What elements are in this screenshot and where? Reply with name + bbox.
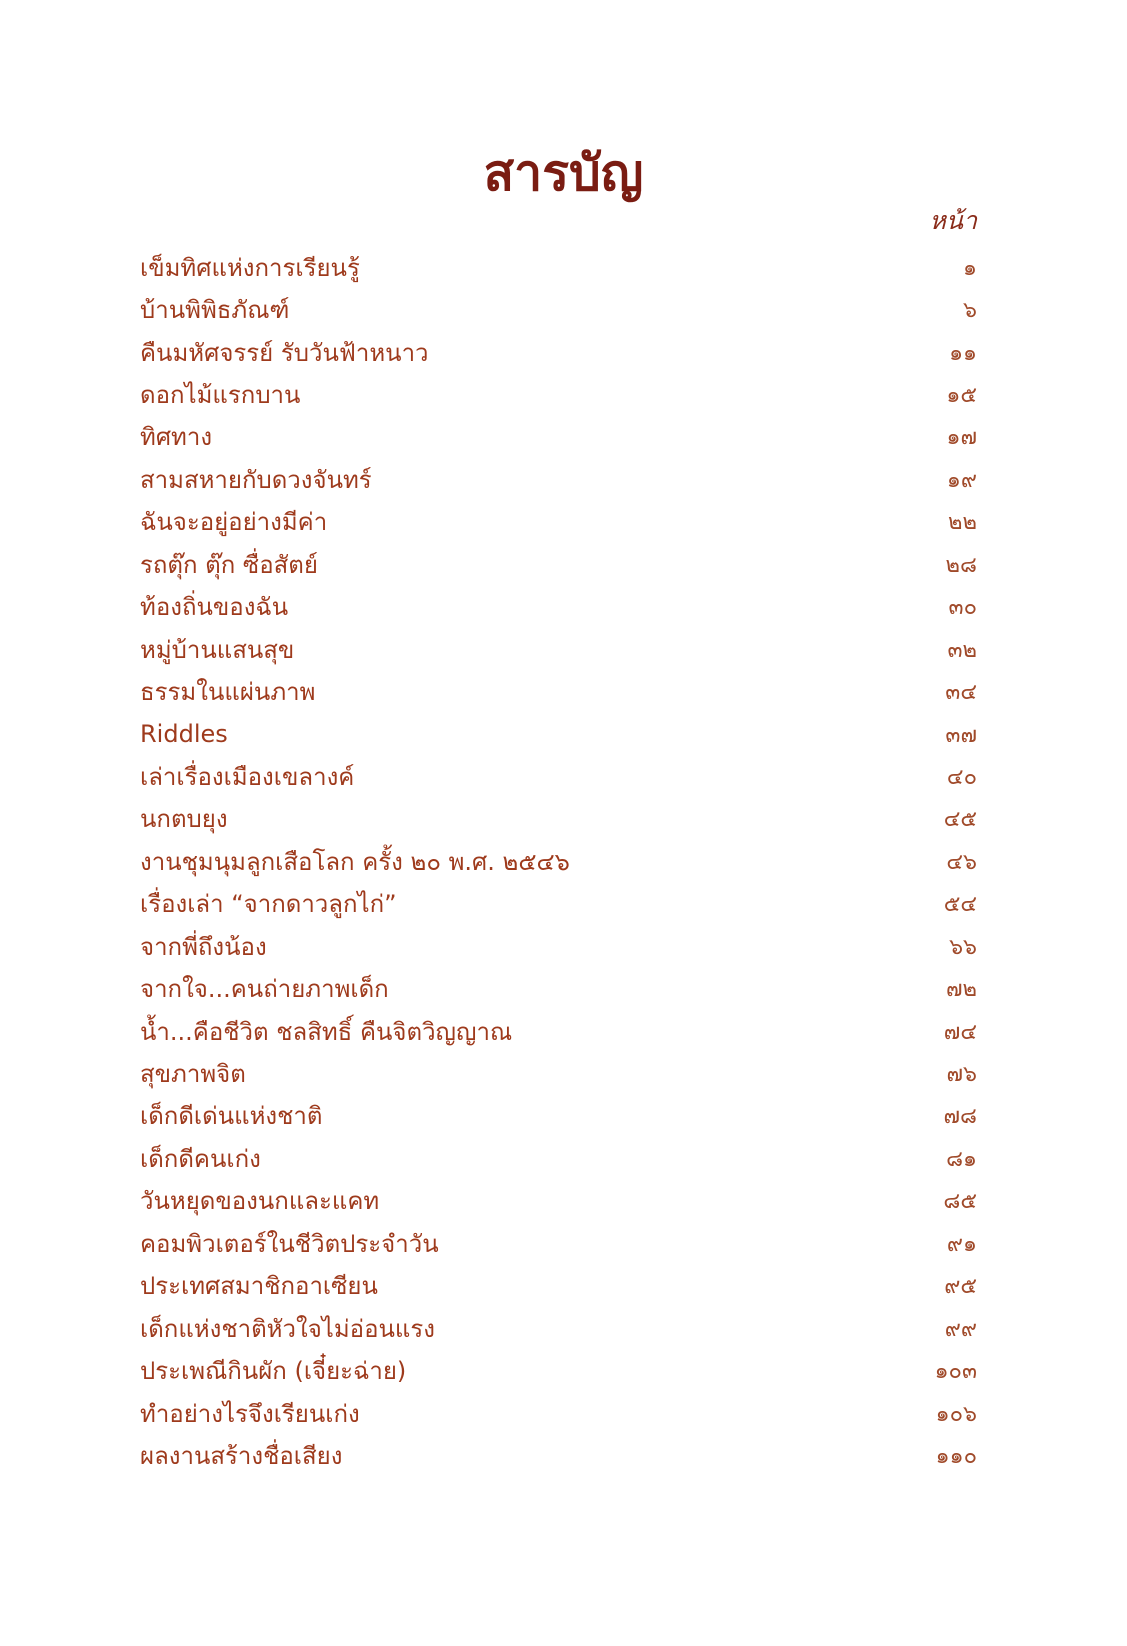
- toc-entry: [140, 1222, 977, 1264]
- toc-entry-page-number: ๑๐๖: [935, 1401, 977, 1427]
- toc-entry: [140, 1137, 977, 1179]
- toc-entry-page-number: ๓๔: [945, 680, 977, 706]
- toc-entry-page-number: ๘๕: [943, 1189, 977, 1215]
- table-of-contents: [140, 246, 977, 1477]
- toc-entry-page-number: ๙๕: [944, 1274, 977, 1300]
- toc-entry: [140, 967, 977, 1009]
- toc-entry-page-number: ๑๗: [946, 425, 977, 451]
- toc-entry: [140, 586, 977, 628]
- toc-entry-title: เรื่องเล่า “จากดาวลูกไก่”: [140, 890, 397, 919]
- toc-entry-page-number: ๑๑: [949, 340, 977, 366]
- toc-entry-page-number: ๖๖: [949, 934, 977, 960]
- toc-entry-page-number: ๑๕: [946, 383, 977, 409]
- toc-entry-title: นกตบยุง: [140, 805, 228, 834]
- page-number-heading: หน้า: [929, 206, 977, 235]
- toc-entry: [140, 755, 977, 797]
- toc-entry-title: ผลงานสร้างชื่อเสียง: [140, 1441, 343, 1470]
- toc-entry-page-number: ๗๔: [943, 1019, 977, 1045]
- toc-entry-page-number: ๗๘: [943, 1104, 977, 1130]
- toc-entry-title: หมู่บ้านแสนสุข: [140, 635, 295, 664]
- toc-entry: [140, 288, 977, 330]
- toc-entry: [140, 1180, 977, 1222]
- toc-entry-title: งานชุมนุมลูกเสือโลก ครั้ง ๒๐ พ.ศ. ๒๕๔๖: [140, 847, 570, 876]
- toc-entry-title: ประเทศสมาชิกอาเซียน: [140, 1272, 378, 1301]
- toc-entry-page-number: ๑๑๐: [935, 1443, 977, 1469]
- toc-entry: [140, 1052, 977, 1094]
- toc-entry-title: ประเพณีกินผัก (เจี๋ยะฉ่าย): [140, 1357, 407, 1386]
- toc-entry-page-number: ๑: [963, 255, 977, 281]
- toc-entry: [140, 628, 977, 670]
- toc-entry-title: ทิศทาง: [140, 423, 213, 452]
- toc-entry: [140, 1265, 977, 1307]
- toc-entry-title: Riddles: [140, 720, 228, 749]
- toc-entry: [140, 670, 977, 712]
- toc-entry-title: เด็กดีเด่นแห่งชาติ: [140, 1102, 323, 1131]
- toc-entry-page-number: ๔๕: [943, 807, 977, 833]
- toc-entry-title: เด็กแห่งชาติหัวใจไม่อ่อนแรง: [140, 1314, 435, 1343]
- toc-entry-title: เด็กดีคนเก่ง: [140, 1144, 261, 1173]
- toc-entry-page-number: ๗๖: [946, 1062, 977, 1088]
- toc-entry: [140, 925, 977, 967]
- toc-entry-page-number: ๔๐: [946, 764, 977, 790]
- toc-entry-title: ฉันจะอยู่อย่างมีค่า: [140, 508, 328, 537]
- toc-entry: [140, 416, 977, 458]
- toc-entry-title: วันหยุดของนกและแคท: [140, 1187, 380, 1216]
- toc-entry-title: เล่าเรื่องเมืองเขลางค์: [140, 762, 355, 791]
- page-title: สารบัญ: [483, 143, 644, 202]
- toc-entry: [140, 840, 977, 882]
- toc-entry-title: เข็มทิศแห่งการเรียนรู้: [140, 253, 360, 282]
- toc-entry-title: ทำอย่างไรจึงเรียนเก่ง: [140, 1399, 360, 1428]
- toc-entry: [140, 1095, 977, 1137]
- toc-entry-title: ธรรมในแผ่นภาพ: [140, 678, 316, 707]
- toc-entry-page-number: ๙๙: [944, 1316, 977, 1342]
- toc-entry: [140, 1434, 977, 1476]
- toc-entry-page-number: ๑๐๓: [934, 1359, 977, 1385]
- toc-entry: [140, 1307, 977, 1349]
- toc-entry-title: น้ำ...คือชีวิต ชลสิทธิ์ คืนจิตวิญญาณ: [140, 1017, 513, 1046]
- toc-entry-page-number: ๒๘: [945, 552, 977, 578]
- toc-entry: [140, 501, 977, 543]
- toc-entry-page-number: ๙๑: [946, 1231, 977, 1257]
- toc-entry: [140, 1010, 977, 1052]
- toc-entry-page-number: ๗๒: [945, 977, 977, 1003]
- toc-entry: [140, 1392, 977, 1434]
- toc-entry-title: รถตุ๊ก ตุ๊ก ซื่อสัตย์: [140, 550, 318, 579]
- toc-entry: [140, 331, 977, 373]
- toc-entry-page-number: ๓๒: [947, 637, 977, 663]
- toc-entry-title: คืนมหัศจรรย์ รับวันฟ้าหนาว: [140, 338, 429, 367]
- toc-entry-page-number: ๘๑: [946, 1146, 977, 1172]
- toc-entry-page-number: ๓๗: [945, 722, 977, 748]
- toc-entry-page-number: ๕๔: [943, 892, 977, 918]
- toc-entry: [140, 246, 977, 288]
- toc-entry-page-number: ๓๐: [948, 595, 977, 621]
- toc-entry-title: คอมพิวเตอร์ในชีวิตประจำวัน: [140, 1229, 439, 1258]
- toc-entry-title: บ้านพิพิธภัณฑ์: [140, 296, 290, 325]
- toc-entry-title: สุขภาพจิต: [140, 1060, 246, 1089]
- toc-entry-page-number: ๑๙: [946, 467, 977, 493]
- toc-entry: [140, 373, 977, 415]
- toc-entry: [140, 458, 977, 500]
- toc-entry-title: จากพี่ถึงน้อง: [140, 932, 267, 961]
- toc-entry: [140, 713, 977, 755]
- toc-entry-title: ดอกไม้แรกบาน: [140, 381, 301, 410]
- toc-entry-title: สามสหายกับดวงจันทร์: [140, 465, 372, 494]
- toc-entry-page-number: ๖: [963, 298, 977, 324]
- toc-entry: [140, 543, 977, 585]
- toc-entry: [140, 1349, 977, 1391]
- toc-entry-page-number: ๔๖: [946, 849, 977, 875]
- toc-entry: [140, 798, 977, 840]
- toc-entry-title: ท้องถิ่นของฉัน: [140, 593, 289, 622]
- toc-entry: [140, 883, 977, 925]
- toc-entry-title: จากใจ...คนถ่ายภาพเด็ก: [140, 975, 389, 1004]
- toc-entry-page-number: ๒๒: [947, 510, 977, 536]
